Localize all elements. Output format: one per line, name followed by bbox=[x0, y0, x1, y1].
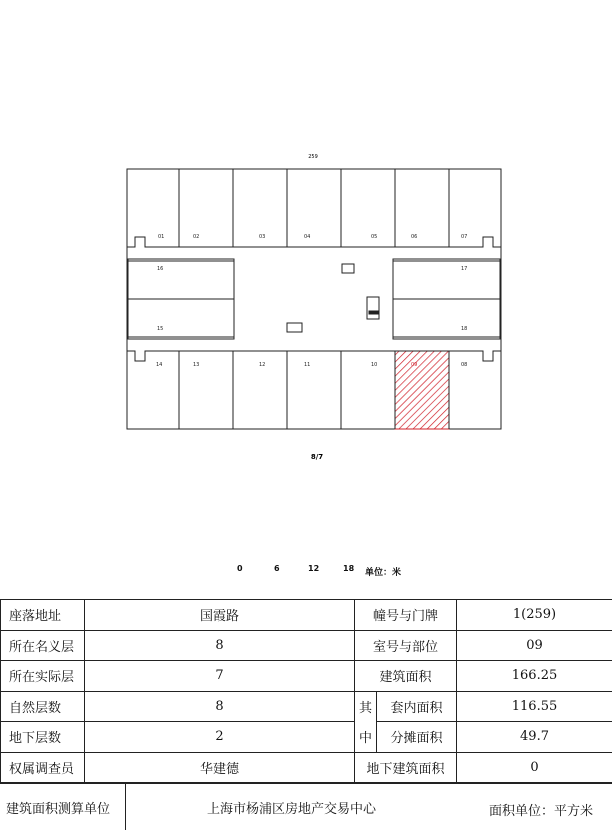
scale-tick-0: 0 bbox=[237, 564, 243, 573]
room-label-02: 02 bbox=[193, 234, 200, 240]
natural-floors-value: 8 bbox=[85, 691, 355, 722]
scale-tick-12: 12 bbox=[308, 564, 320, 573]
room-label-07: 07 bbox=[461, 234, 468, 240]
middle-left-wing bbox=[128, 259, 234, 339]
room-label-08: 08 bbox=[461, 362, 468, 368]
footer-divider bbox=[125, 784, 126, 830]
actual-floor-label: 所在实际层 bbox=[1, 661, 85, 692]
survey-unit-label: 建筑面积测算单位 bbox=[6, 802, 111, 817]
room-label-17: 17 bbox=[461, 266, 468, 272]
room-label: 室号与部位 bbox=[355, 630, 457, 661]
address-value: 国霞路 bbox=[85, 600, 355, 631]
shared-area-label: 分摊面积 bbox=[377, 722, 457, 753]
among-char-1: 其 bbox=[355, 691, 377, 722]
core-box-2 bbox=[287, 323, 302, 332]
room-label-12: 12 bbox=[259, 362, 266, 368]
plan-top-label: 259 bbox=[308, 154, 318, 160]
footer bbox=[0, 783, 612, 830]
room-label-14: 14 bbox=[156, 362, 163, 368]
survey-unit-value: 上海市杨浦区房地产交易中心 bbox=[207, 802, 377, 817]
scale-tick-6: 6 bbox=[274, 564, 280, 573]
property-info-table bbox=[0, 599, 612, 783]
stair-core bbox=[367, 297, 379, 319]
underground-floors-label: 地下层数 bbox=[1, 722, 85, 753]
room-label-01: 01 bbox=[158, 234, 165, 240]
underground-area-label: 地下建筑面积 bbox=[355, 752, 457, 783]
room-label-15: 15 bbox=[157, 326, 164, 332]
surveyor-value: 华建德 bbox=[85, 752, 355, 783]
scale-tick-18: 18 bbox=[343, 564, 355, 573]
room-label-09: 09 bbox=[411, 362, 418, 368]
surveyor-label: 权属调查员 bbox=[1, 752, 85, 783]
natural-floors-label: 自然层数 bbox=[1, 691, 85, 722]
building-value: 1(259) bbox=[457, 600, 612, 631]
highlighted-room bbox=[395, 351, 449, 429]
room-label-03: 03 bbox=[259, 234, 266, 240]
among-char-2: 中 bbox=[355, 722, 377, 753]
area-unit-label: 面积单位：平方米 bbox=[489, 804, 594, 819]
room-label-11: 11 bbox=[304, 362, 311, 368]
room-label-06: 06 bbox=[411, 234, 418, 240]
top-room-row bbox=[127, 169, 501, 247]
actual-floor-value: 7 bbox=[85, 661, 355, 692]
room-label-16: 16 bbox=[157, 266, 164, 272]
core-box-1 bbox=[342, 264, 354, 273]
inner-area-value: 116.55 bbox=[457, 691, 612, 722]
address-label: 座落地址 bbox=[1, 600, 85, 631]
inner-area-label: 套内面积 bbox=[377, 691, 457, 722]
area-value: 166.25 bbox=[457, 661, 612, 692]
shared-area-value: 49.7 bbox=[457, 722, 612, 753]
room-label-10: 10 bbox=[371, 362, 378, 368]
plan-floor-label: 8/7 bbox=[310, 453, 324, 461]
room-label-05: 05 bbox=[371, 234, 378, 240]
building-label: 幢号与门牌 bbox=[355, 600, 457, 631]
nominal-floor-label: 所在名义层 bbox=[1, 630, 85, 661]
room-value: 09 bbox=[457, 630, 612, 661]
nominal-floor-value: 8 bbox=[85, 630, 355, 661]
scale-unit-label: 单位：米 bbox=[365, 568, 402, 578]
middle-right-wing bbox=[393, 259, 500, 339]
room-label-18: 18 bbox=[461, 326, 468, 332]
underground-area-value: 0 bbox=[457, 752, 612, 783]
room-label-04: 04 bbox=[304, 234, 311, 240]
room-label-13: 13 bbox=[193, 362, 200, 368]
underground-floors-value: 2 bbox=[85, 722, 355, 753]
area-label: 建筑面积 bbox=[355, 661, 457, 692]
